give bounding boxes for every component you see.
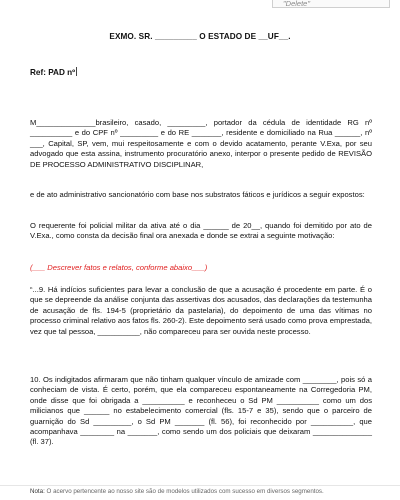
paragraph-basis: e de ato administrativo sancionatório com base nos substratos fáticos e jurídicos a seguir expostos: — [30, 190, 365, 199]
text-cursor — [76, 67, 77, 76]
paragraph-quote-10: 10. Os indigitados afirmaram que não tinham qualquer vínculo de amizade com ________, pois só a conheciam de vista. É certo, porém, que ela compareceu espontaneamente na Corregedoria PM, onde disse que foi obrigada a __________ e reconheceu o Sd PM __________ como um dos milicianos que ______ no estabelecimento comercial (fls. 15-7 e 35), sendo que o parceiro de guarnição do Sd _________, o Sd PM _______ (fl. 56), foi reconhecido por __________, que acompanhava ________ na _______, como sendo um dos policiais que deixaram ______________ (fl. 37). — [30, 375, 372, 447]
reference-label: Ref: PAD nº — [30, 68, 76, 77]
document-title: EXMO. SR. _________ O ESTADO DE __UF__. — [109, 32, 291, 41]
footer-note — [30, 488, 390, 495]
reference-field[interactable] — [30, 67, 77, 77]
note-label: Nota: — [30, 488, 45, 495]
delete-button[interactable]: "Delete" — [272, 0, 390, 8]
paragraph-quote-9: “...9. Há indícios suficientes para levar a conclusão de que a acusação é procedente em parte. É o que se depreende da análise conjunta das assertivas dos acusados, das declarações da testemunha de acusação de fls. 194-5 (proprietário da pastelaria), do depoimento de uma das vítimas no processo criminal relativo aos fatos fls. 260-2). Este depoimento será usado como prova emprestada, vez que tal pessoa, __________, não compareceu para ser ouvida neste processo. — [30, 285, 372, 336]
footer-divider — [0, 485, 400, 486]
paragraph-dismissal: O requerente foi policial militar da ativa até o dia ______ de 20__, quando foi demitido por ato de V.Exa., como consta da decisão final ora anexada e donde se extrai a seguinte motivação: — [30, 221, 372, 241]
note-text: O acervo pertencente ao nosso site são de modelos utilizados com sucesso em diversos segmentos. — [46, 488, 324, 495]
paragraph-qualification: M______________brasileiro, casado, _________, portador da cédula de identidade RG nº __________ e do CPF nº _________ e do RE _______, residente e domiciliado na Rua ______, nº ___, Capital, SP, vem, mui respeitosamente e com o devido acatamento, perante V.Exa, por seu advogado que esta assina, instrumento procuratório anexo, interpor o presente pedido de REVISÃO DE PROCESSO ADMINISTRATIVO DISCIPLINAR, — [30, 118, 372, 169]
instruction-placeholder: (___ Descrever fatos e relatos, conforme abaixo___) — [30, 263, 208, 272]
